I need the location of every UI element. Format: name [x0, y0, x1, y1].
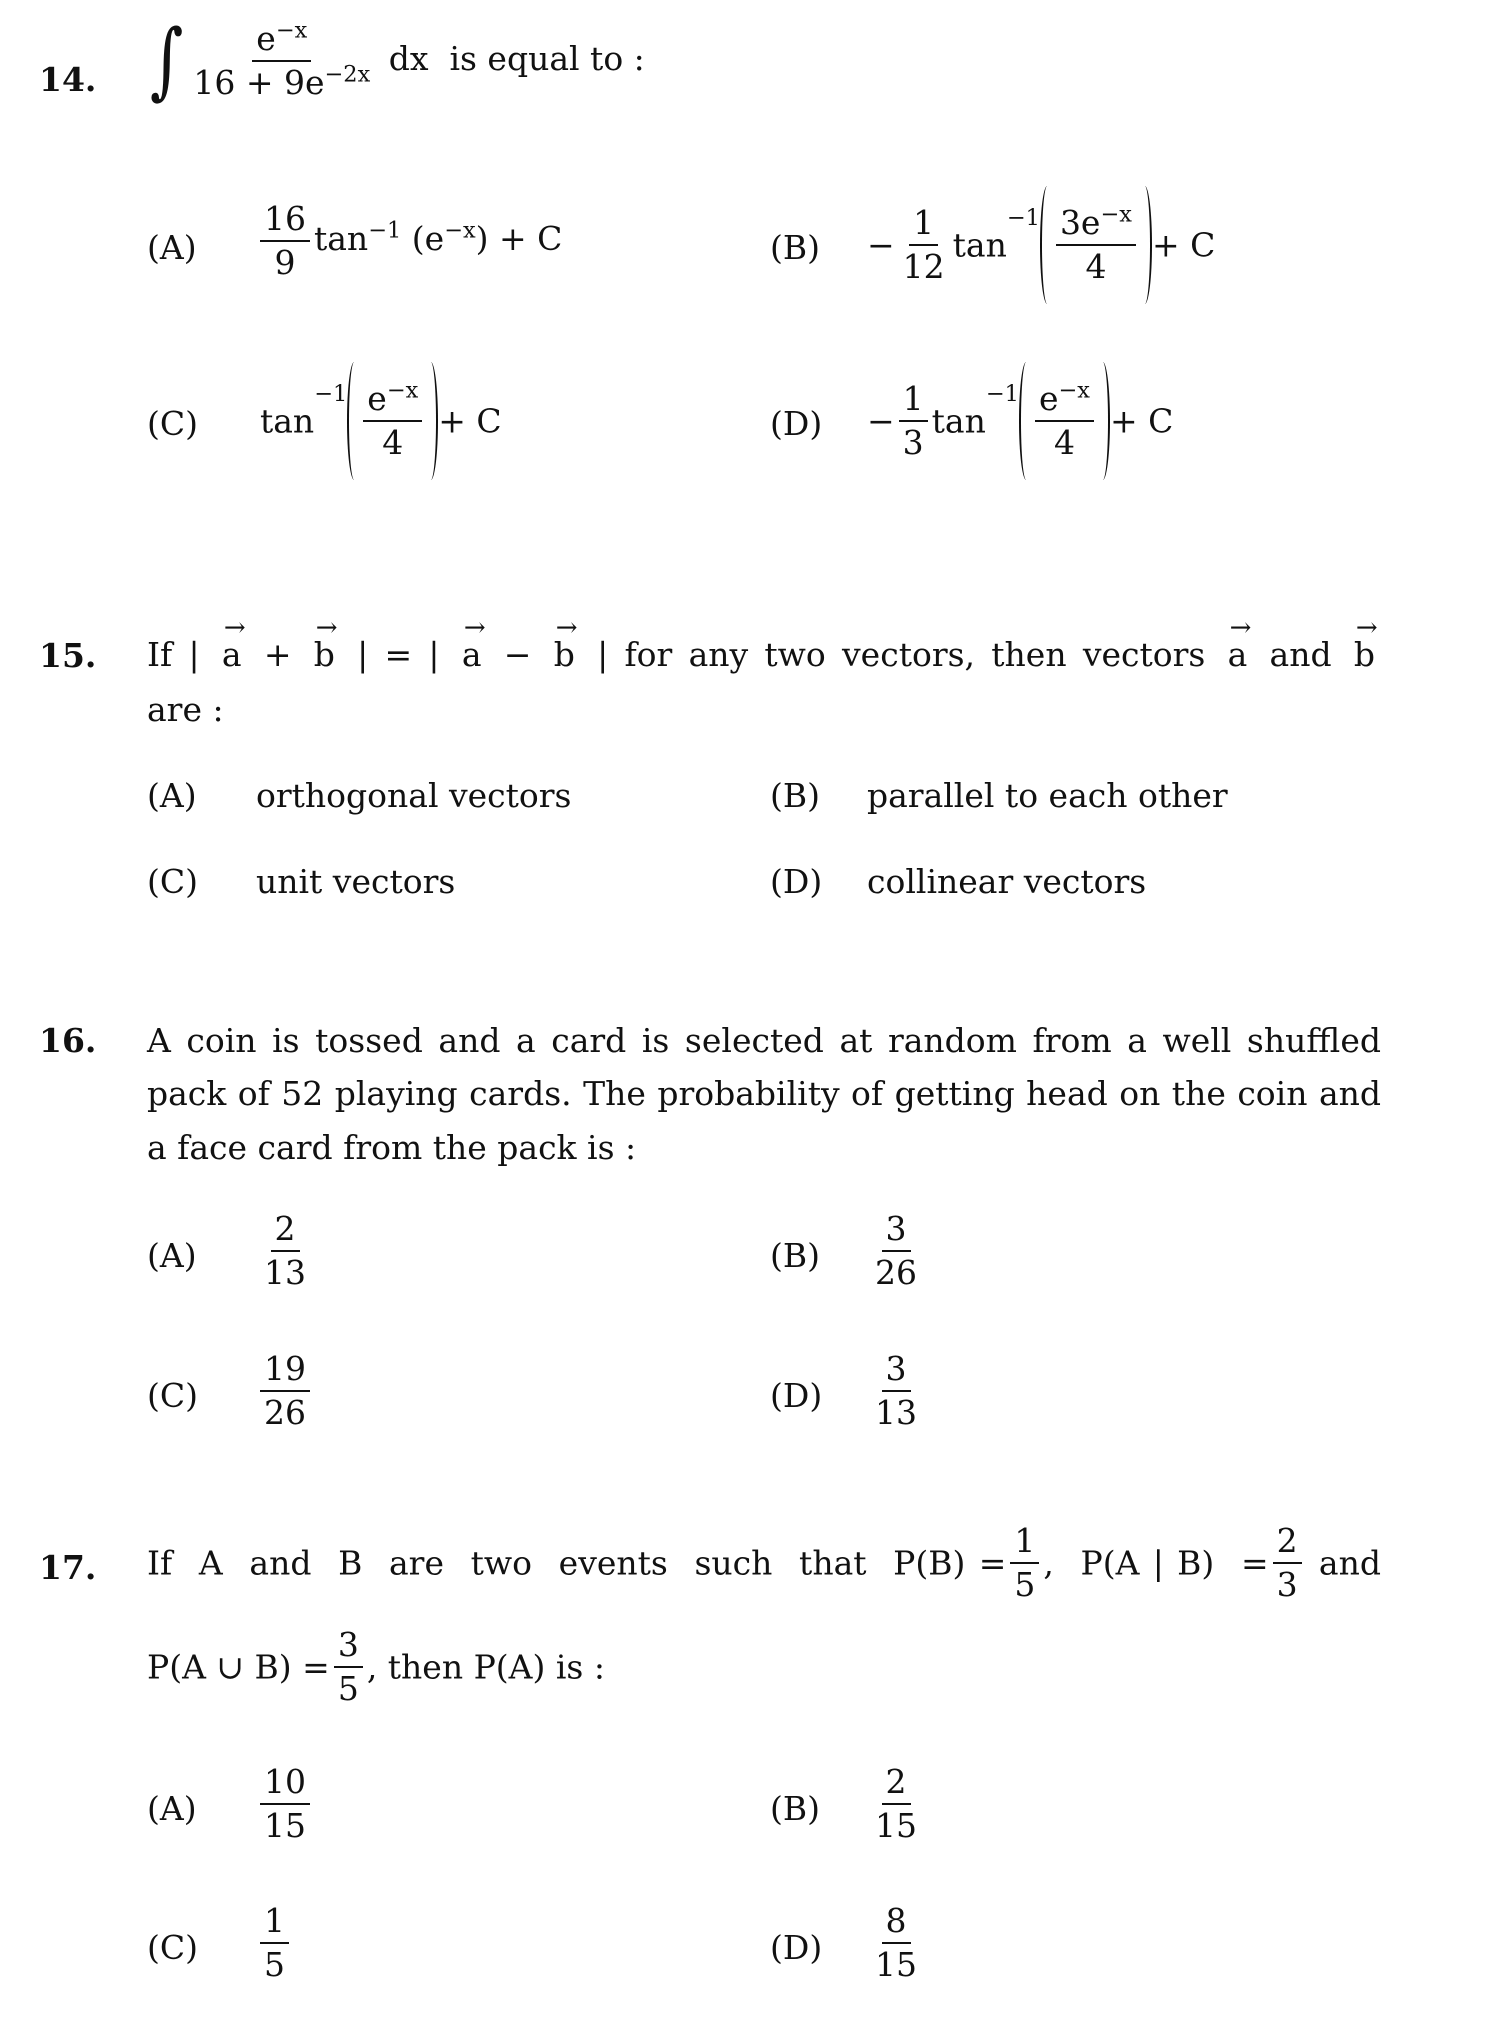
stem-text: , P(A | B) = — [1043, 1543, 1269, 1583]
frac-den: 5 — [1014, 1564, 1036, 1604]
option-label[interactable]: (D) — [770, 1928, 823, 1967]
frac-den: 15 — [875, 1805, 917, 1845]
exponent: −1 — [368, 217, 402, 244]
tan: tan — [931, 401, 986, 441]
question-number: 15. — [39, 636, 97, 675]
q16-line: pack of 52 playing cards. The probability of getting head on the coin and — [147, 1074, 1381, 1113]
option-label[interactable]: (C) — [147, 862, 198, 901]
question-number: 17. — [39, 1548, 97, 1587]
q15-stem — [147, 628, 1381, 681]
minus: − — [503, 635, 532, 674]
stem-text: | for any two vectors, then vectors — [597, 635, 1206, 674]
frac-den: 4 — [1053, 423, 1075, 462]
option-label[interactable]: (B) — [770, 1236, 820, 1275]
integral-sign: ∫ — [150, 12, 184, 110]
frac-num: 2 — [1273, 1522, 1302, 1564]
stem-text: dx is equal to : — [388, 38, 645, 78]
q17-option-a[interactable] — [256, 1763, 314, 1845]
vector-b: → b — [314, 628, 335, 681]
q17-option-c[interactable] — [256, 1902, 293, 1984]
plus: + — [263, 635, 292, 674]
exponent: −2x — [324, 61, 371, 88]
exponent: −x — [1058, 377, 1090, 404]
frac-num: 19 — [260, 1350, 310, 1392]
q15-option-a[interactable]: orthogonal vectors — [256, 776, 572, 815]
q14-stem — [150, 12, 645, 110]
frac-num: 3 — [882, 1350, 911, 1392]
q15-option-b[interactable]: parallel to each other — [867, 776, 1228, 815]
option-label[interactable]: (C) — [147, 404, 198, 443]
frac-num: 10 — [260, 1763, 310, 1805]
vector-a: → a — [462, 628, 482, 681]
arg: (e — [401, 218, 445, 258]
frac-den: 26 — [875, 1252, 917, 1292]
question-number: 14. — [39, 60, 97, 99]
frac-num: e — [1038, 379, 1059, 419]
frac-num: 16 — [260, 200, 310, 242]
frac-den: 15 — [264, 1805, 306, 1845]
q16-line: a face card from the pack is : — [147, 1128, 637, 1167]
option-label[interactable]: (C) — [147, 1376, 198, 1415]
arg: ) + C — [475, 218, 563, 258]
frac-den: 4 — [1085, 247, 1107, 286]
q17-option-b[interactable] — [867, 1763, 925, 1845]
vector-b: → b — [1354, 628, 1375, 681]
q16-option-a[interactable] — [256, 1210, 314, 1292]
q17-option-d[interactable] — [867, 1902, 925, 1984]
option-label[interactable]: (B) — [770, 1789, 820, 1828]
question-number: 16. — [39, 1021, 97, 1060]
stem-text: If A and B are two events such that P(B) = — [147, 1543, 1007, 1583]
q16-option-b[interactable] — [867, 1210, 925, 1292]
q17-stem-line2 — [147, 1626, 605, 1708]
frac-den: 3 — [902, 423, 924, 462]
q14-option-c[interactable] — [260, 362, 502, 480]
q16-line: A coin is tossed and a card is selected at random from a well shuffled — [147, 1021, 1381, 1060]
tan: tan — [260, 401, 315, 441]
vector-a: → a — [1228, 628, 1248, 681]
q14-option-d[interactable] — [867, 362, 1173, 480]
integrand-fraction — [189, 17, 374, 102]
frac-den: 26 — [264, 1392, 306, 1432]
stem-text: If | — [147, 635, 200, 674]
exponent: −x — [275, 17, 308, 44]
frac-den: 5 — [337, 1668, 359, 1708]
exponent: −1 — [985, 380, 1019, 407]
q14-option-b[interactable] — [867, 186, 1215, 304]
frac-num: 3 — [334, 1626, 363, 1668]
tan: tan — [314, 218, 369, 258]
option-label[interactable]: (A) — [147, 1236, 197, 1275]
tail: + C — [1109, 401, 1174, 441]
frac-den: 4 — [382, 423, 404, 462]
exponent: −x — [1100, 201, 1132, 228]
tail: + C — [1151, 225, 1216, 265]
q14-option-a[interactable] — [256, 200, 562, 282]
frac-num: 1 — [899, 380, 928, 422]
stem-text: P(A ∪ B) = — [147, 1647, 330, 1687]
frac-num: 1 — [909, 204, 938, 246]
exponent: −1 — [314, 380, 348, 407]
exponent: −x — [386, 377, 419, 404]
stem-text: and — [1269, 635, 1332, 674]
q16-option-d[interactable] — [867, 1350, 925, 1432]
frac-num: 3e — [1059, 203, 1101, 243]
frac-num: 3 — [882, 1210, 911, 1252]
numerator: e — [256, 19, 276, 58]
frac-den: 13 — [875, 1392, 917, 1432]
stem-text: and — [1305, 1543, 1381, 1583]
option-label[interactable]: (D) — [770, 404, 823, 443]
frac-num: 2 — [882, 1763, 911, 1805]
q16-option-c[interactable] — [256, 1350, 314, 1432]
stem-text: are : — [147, 690, 224, 729]
denominator: 16 + 9e — [193, 62, 325, 102]
option-label[interactable]: (C) — [147, 1928, 198, 1967]
option-label[interactable]: (B) — [770, 228, 820, 267]
frac-den: 9 — [274, 242, 296, 282]
frac-num: 1 — [260, 1902, 289, 1944]
vector-b: → b — [554, 628, 575, 681]
frac-den: 12 — [902, 247, 945, 286]
q15-option-d[interactable]: collinear vectors — [867, 862, 1147, 901]
option-label[interactable]: (A) — [147, 228, 197, 267]
frac-den: 3 — [1276, 1564, 1298, 1604]
frac-num: 8 — [882, 1902, 911, 1944]
option-label[interactable]: (A) — [147, 776, 197, 815]
q15-option-c[interactable]: unit vectors — [256, 862, 456, 901]
frac-den: 13 — [264, 1252, 306, 1292]
option-label[interactable]: (A) — [147, 1789, 197, 1828]
vector-a: → a — [222, 628, 242, 681]
sign: − — [867, 225, 895, 265]
q17-stem-line1 — [147, 1522, 1381, 1604]
option-label[interactable]: (D) — [770, 862, 823, 901]
exponent: −1 — [1006, 204, 1040, 231]
tan: tan — [952, 225, 1007, 265]
frac-num: 2 — [271, 1210, 300, 1252]
exponent: −x — [444, 217, 476, 244]
frac-den: 15 — [875, 1944, 917, 1984]
option-label[interactable]: (D) — [770, 1376, 823, 1415]
frac-den: 5 — [264, 1944, 285, 1984]
option-label[interactable]: (B) — [770, 776, 820, 815]
frac-num: e — [367, 379, 387, 419]
stem-text: , then P(A) is : — [366, 1647, 605, 1687]
sign: − — [867, 401, 895, 441]
stem-text: | = | — [357, 635, 440, 674]
frac-num: 1 — [1010, 1522, 1039, 1564]
tail: + C — [438, 401, 502, 441]
